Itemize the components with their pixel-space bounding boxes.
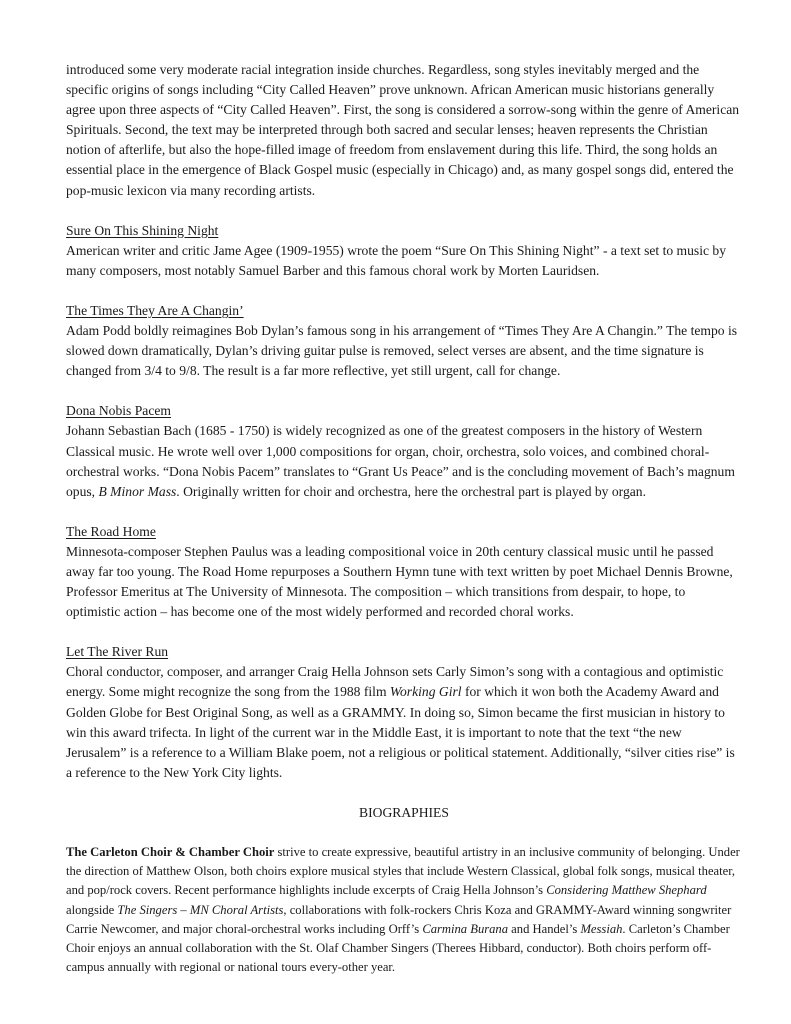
section-title: The Road Home	[66, 523, 156, 539]
film-title: Working Girl	[389, 684, 462, 700]
bio-text: . Carleton’s Chamber Choir enjoys an annual collaboration with the St. Olaf Chamber Singers (Therees Hibbard, conductor). Both choirs perform off-campus annually with regional or national tours every-other year.	[66, 921, 730, 975]
section-sure-on-this-shining-night	[66, 221, 742, 281]
body-text: Johann Sebastian Bach (1685 - 1750) is widely recognized as one of the greatest composers in the history of Western Classical music. He wrote well over 1,000 compositions for organ, choir, orchestra, solo voices, and combined choral-orchestral works. “Dona Nobis Pacem” translates to “Grant Us Peace” and is the concluding movement of Bach’s magnum opus,	[66, 423, 735, 499]
body-text: for which it won both the Academy Award and Golden Globe for Best Original Song, as well as a GRAMMY. In doing so, Simon became the first musician in history to win this award trifecta. In light of the current war in the Middle East, it is important to note that the text “the new Jerusalem” is a reference to a William Blake poem, not a religious or political statement. Additionally, “silver cities rise” is a reference to the New York City lights.	[66, 684, 735, 780]
ensemble-title: The Singers – MN Choral Artists	[117, 902, 284, 917]
work-title: Messiah	[580, 921, 623, 936]
section-body: Adam Podd boldly reimagines Bob Dylan’s famous song in his arrangement of “Times They Are A Changin.” The tempo is slowed down dramatically, Dylan’s driving guitar pulse is removed, select verses are absent, and the time signature is changed from 3/4 to 9/8. The result is a far more reflective, yet still urgent, call for change.	[66, 323, 738, 379]
bio-text: and Handel’s	[508, 921, 581, 936]
section-body: American writer and critic Jame Agee (1909-1955) wrote the poem “Sure On This Shining Night” - a text set to music by many composers, most notably Samuel Barber and this famous choral work by Morten Lauridsen.	[66, 242, 727, 278]
section-body: Minnesota-composer Stephen Paulus was a leading compositional voice in 20th century classical music until he passed away far too young. The Road Home repurposes a Southern Hymn tune with text written by poet Michael Dennis Browne, Professor Emeritus at The University of Minnesota. The composition – which transitions from despair, to hope, to optimistic action – has become one of the most widely performed and recorded choral works.	[66, 543, 733, 620]
section-body	[66, 662, 742, 783]
section-dona-nobis-pacem	[66, 401, 742, 501]
work-title: Carmina Burana	[422, 921, 509, 936]
bio-text: alongside	[66, 902, 118, 917]
body-text: Choral conductor, composer, and arranger Craig Hella Johnson sets Carly Simon’s song with a contagious and optimistic energy. Some might recognize the song from the 1988 film	[66, 664, 724, 700]
section-title: The Times They Are A Changin’	[66, 302, 244, 318]
biographies-heading: BIOGRAPHIES	[359, 804, 449, 820]
ensemble-name: The Carleton Choir & Chamber Choir	[66, 845, 275, 859]
biography-paragraph	[66, 843, 742, 977]
work-title: Considering Matthew Shephard	[546, 883, 707, 898]
intro-paragraph: introduced some very moderate racial integration inside churches. Regardless, song styles inevitably merged and the specific origins of songs including “City Called Heaven” prove unknown. African American music historians generally agree upon three aspects of “City Called Heaven”. First, the song is considered a sorrow-song within the genre of American Spirituals. Second, the text may be interpreted through both sacred and secular lenses; heaven represents the Christian notion of afterlife, but also the hope-filled image of freedom from enslavement during this life. Third, the song holds an essential place in the emergence of Black Gospel music (especially in Chicago) and, as many gospel songs did, entered the pop-music lexicon via many recording artists.	[66, 62, 740, 198]
document-page	[66, 60, 742, 977]
work-title: B Minor Mass	[98, 483, 177, 499]
body-text: . Originally written for choir and orchestra, here the orchestral part is played by organ.	[176, 483, 646, 499]
section-the-times-they-are-a-changin	[66, 301, 742, 381]
section-title: Let The River Run	[66, 644, 169, 660]
section-body	[66, 421, 742, 501]
bio-text: strive to create expressive, beautiful artistry in an inclusive community of belonging. Under the direction of Matthew Olson, both choirs explore musical styles that include Western Classical, global folk songs, musical theater, and pop/rock covers. Recent performance highlights include excerpts of Craig Hella Johnson’s	[66, 845, 740, 898]
section-the-road-home	[66, 522, 742, 622]
section-let-the-river-run	[66, 642, 742, 783]
section-title: Dona Nobis Pacem	[66, 403, 171, 419]
section-title: Sure On This Shining Night	[66, 222, 219, 238]
bio-text: , collaborations with folk-rockers Chris Koza and GRAMMY-Award winning songwriter Carrie Newcomer, and major choral-orchestral works including Orff’s	[66, 902, 732, 936]
